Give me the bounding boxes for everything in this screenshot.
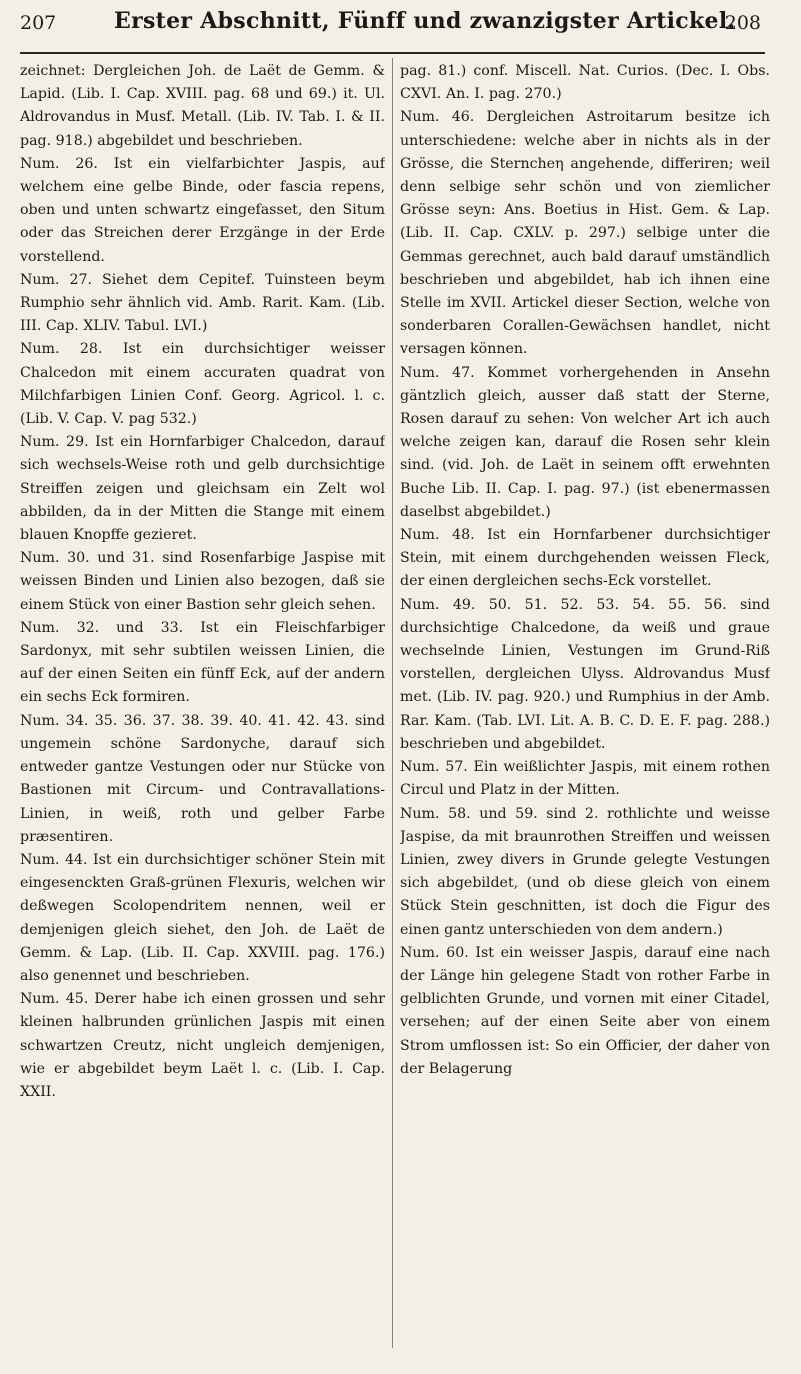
paragraph: Num. 34. 35. 36. 37. 38. 39. 40. 41. 42. 43. sind ungemein schöne Sardonyche, darauf sich entweder gantze Vestungen oder nur Stücke von Bastionen mit Circum- und Contravallations-Linien, in weiß, roth und gelber Farbe præsentiren.	[20, 712, 385, 845]
paragraph: Num. 27. Siehet dem Cepitef. Tuinsteen beym Rumphio sehr ähnlich vid. Amb. Rarit. Kam. (Lib. III. Cap. XLIV. Tabul. LVI.)	[20, 271, 385, 335]
paragraph: Num. 29. Ist ein Hornfarbiger Chalcedon, darauf sich wechsels-Weise roth und gelb durchsichtige Streiffen zeigen und gleichsam ein Zelt wol abbilden, da in der Mitten die Stange mit einem blauen Knopffe gezieret.	[20, 434, 385, 544]
paragraph: Num. 45. Derer habe ich einen grossen und sehr kleinen halbrunden grünlichen Jaspis mit einen schwartzen Creutz, nicht ungleich demjenigen, wie er abgebildet beym Laët l. c. (Lib. I. Cap. XXII.	[20, 991, 385, 1100]
paragraph: Num. 30. und 31. sind Rosenfarbige Jaspise mit weissen Binden und Linien also bezogen, daß sie einem Stück von einer Bastion sehr gleich sehen.	[20, 550, 385, 613]
paragraph: Num. 28. Ist ein durchsichtiger weisser Chalcedon mit einem accuraten quadrat von Milchfarbigen Linien Conf. Georg. Agricol. l. c. (Lib. V. Cap. V. pag 532.)	[20, 341, 385, 428]
paragraph: Num. 60. Ist ein weisser Jaspis, darauf eine nach der Länge hin gelegene Stadt von rother Farbe in gelblichten Grunde, und vornen mit einer Citadel, versehen; auf der einen Seite aber von einem Strom umflossen ist: So ein Officier, der daher von der Belagerung	[400, 944, 770, 1077]
header-rule	[20, 52, 765, 54]
paragraph: pag. 81.) conf. Miscell. Nat. Curios. (Dec. I. Obs. CXVI. An. I. pag. 270.)	[400, 63, 770, 103]
paragraph: Num. 58. und 59. sind 2. rothlichte und weisse Jaspise, da mit braunrothen Streiffen und weissen Linien, zwey divers in Grunde gelegte Vestungen sich abgebildet, (und ob diese gleich von einem Stück Stein geschnitten, ist doch die Figur des einen gantz unterschieden von dem andern.)	[400, 805, 770, 938]
paragraph: Num. 32. und 33. Ist ein Fleischfarbiger Sardonyx, mit sehr subtilen weissen Linien, die auf der einen Seiten ein fünff Eck, auf der andern ein sechs Eck formiren.	[20, 619, 385, 706]
column-divider	[392, 58, 393, 1348]
paragraph: Num. 26. Ist ein vielfarbichter Jaspis, auf welchem eine gelbe Binde, oder fascia repens, oben und unten schwartz eingefasset, den Situm oder das Streichen derer Erzgänge in der Erde vorstellend.	[20, 155, 385, 265]
paragraph: Num. 46. Dergleichen Astroitarum besitze ich unterschiedene: welche aber in nichts als in der Grösse, die Sterncheη angehende, differiren; weil denn selbige sehr schön und von ziemlicher Grösse seyn: Ans. Boetius in Hist. Gem. & Lap. (Lib. II. Cap. CXLV. p. 297.) selbige unter die Gemmas gerechnet, auch bald darauf umständlich beschrieben und abgebildet, hab ich ihnen eine Stelle im XVII. Artickel dieser Section, welche von sonderbaren Corallen-Gewächsen handlet, nicht versagen können.	[400, 109, 770, 358]
paragraph: Num. 47. Kommet vorhergehenden in Ansehn gäntzlich gleich, ausser daß statt der Sterne, Rosen darauf zu sehen: Von welcher Art ich auch welche zeigen kan, darauf die Rosen sehr klein sind. (vid. Joh. de Laët in seinem offt erwehnten Buche Lib. II. Cap. I. pag. 97.) (ist ebenermassen daselbst abgebildet.)	[400, 364, 770, 520]
right-column	[400, 60, 770, 1081]
paragraph: Num. 57. Ein weißlichter Jaspis, mit einem rothen Circul und Platz in der Mitten.	[400, 759, 770, 799]
left-column	[20, 60, 385, 1104]
paragraph: zeichnet: Dergleichen Joh. de Laët de Gemm. & Lapid. (Lib. I. Cap. XVIII. pag. 68 und 69.) it. Ul. Aldrovandus in Musf. Metall. (Lib. IV. Tab. I. & II. pag. 918.) abgebildet und beschrieben.	[20, 63, 385, 149]
running-title: Erster Abschnitt, Fünff und zwanzigster Artickel.	[114, 8, 736, 34]
paragraph: Num. 44. Ist ein durchsichtiger schöner Stein mit eingesenckten Graß-grünen Flexuris, welchen wir deßwegen Scolopendritem nennen, weil er demjenigen gleich siehet, den Joh. de Laët de Gemm. & Lap. (Lib. II. Cap. XXVIII. pag. 176.) also genennet und beschrieben.	[20, 851, 385, 984]
page-header	[0, 0, 801, 62]
paragraph: Num. 48. Ist ein Hornfarbener durchsichtiger Stein, mit einem durchgehenden weissen Fleck, der einen dergleichen sechs-Eck vorstellet.	[400, 527, 770, 590]
left-page-number: 207	[20, 12, 57, 34]
right-page-number: 208	[724, 12, 761, 34]
paragraph: Num. 49. 50. 51. 52. 53. 54. 55. 56. sind durchsichtige Chalcedone, da weiß und graue wechselnde Linien, Vestungen im Grund-Riß vorstellen, dergleichen Ulyss. Aldrovandus Musf met. (Lib. IV. pag. 920.) und Rumphius in der Amb. Rar. Kam. (Tab. LVI. Lit. A. B. C. D. E. F. pag. 288.) beschrieben und abgebildet.	[400, 596, 770, 752]
